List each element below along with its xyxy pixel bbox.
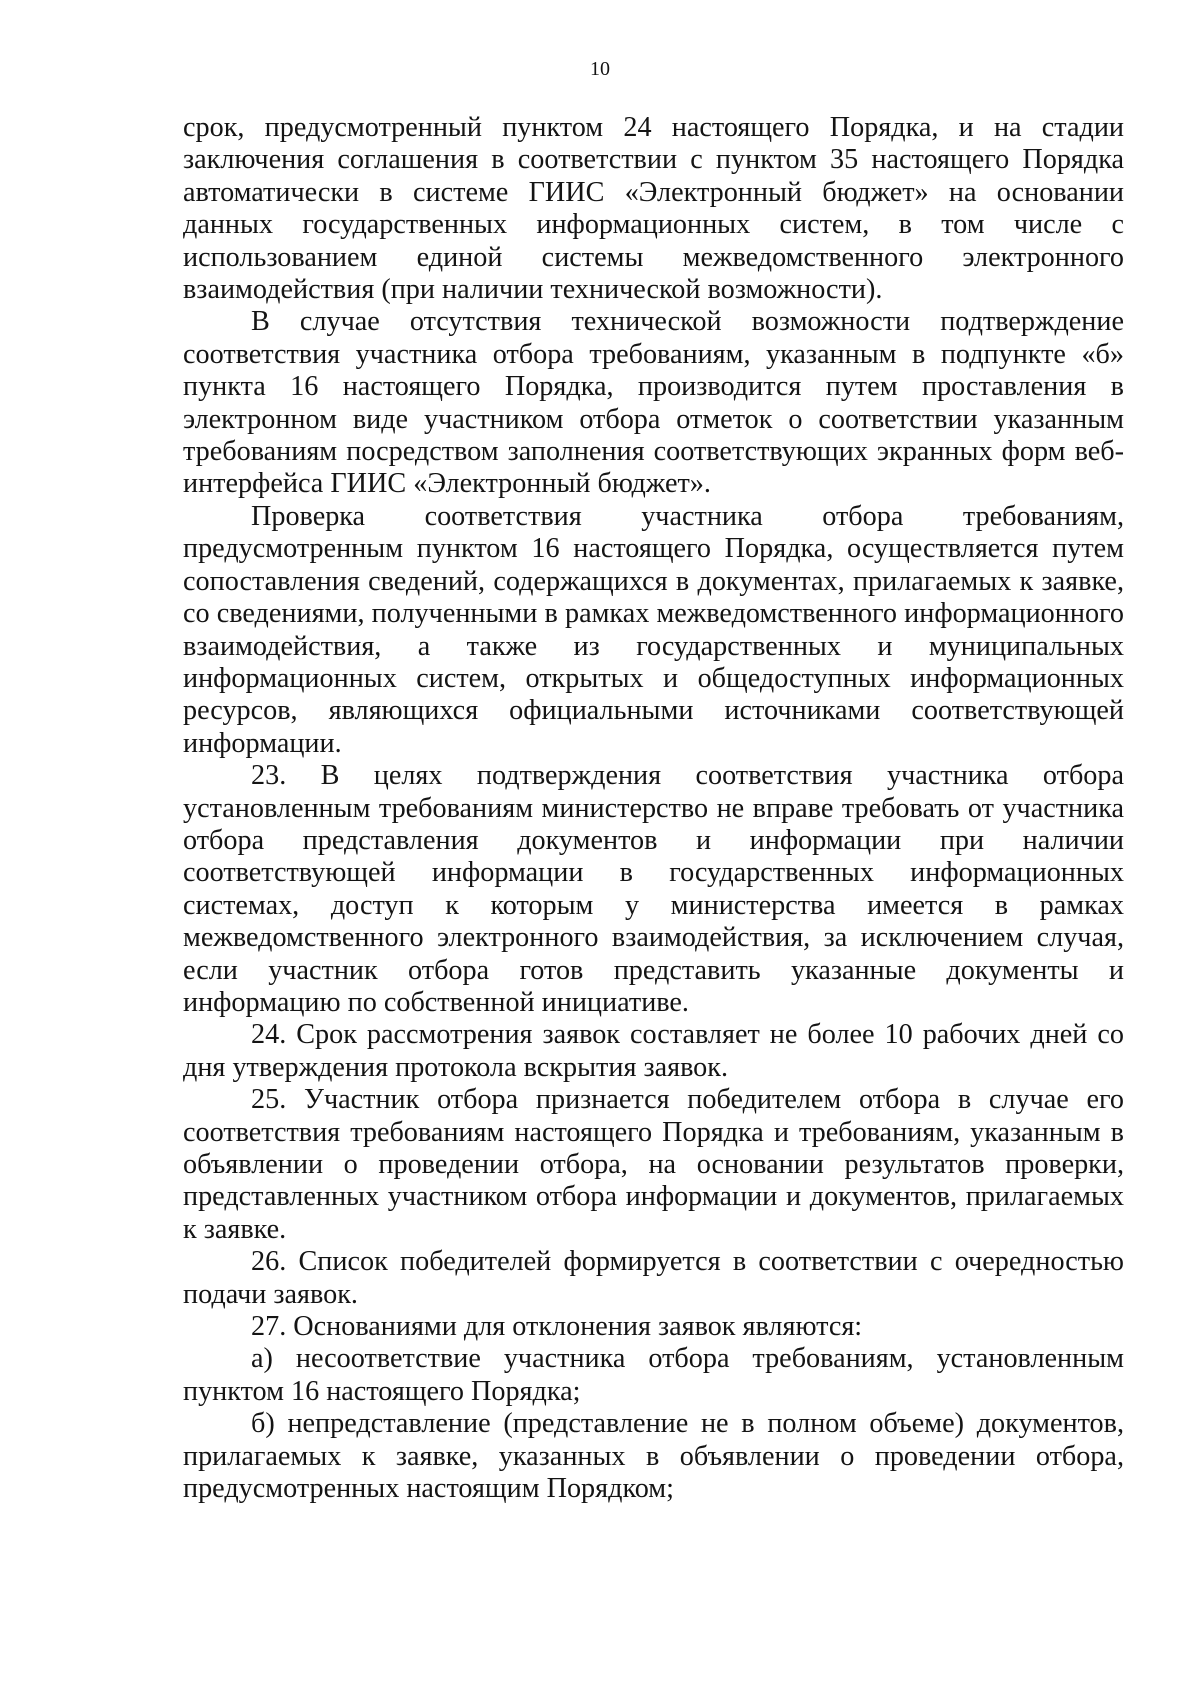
- paragraph-item-27a: а) несоответствие участника отбора требованиям, установленным пунктом 16 настоящего Порядка;: [183, 1343, 1124, 1407]
- page-number: 10: [590, 58, 610, 80]
- paragraph-item-25: 25. Участник отбора признается победителем отбора в случае его соответствия требованиям настоящего Порядка и требованиям, указанным в объявлении о проведении отбора, на основании результатов проверки, представленных участником отбора информации и документов, прилагаемых к заявке.: [183, 1084, 1124, 1245]
- paragraph-verification: Проверка соответствия участника отбора требованиям, предусмотренным пунктом 16 настоящего Порядка, осуществляется путем сопоставления сведений, содержащихся в документах, прилагаемых к заявке, со сведениями, полученными в рамках межведомственного информационного взаимодействия, а также из государственных и муниципальных информационных систем, открытых и общедоступных информационных ресурсов, являющихся официальными источниками соответствующей информации.: [183, 500, 1124, 759]
- paragraph-item-27b: б) непредставление (представление не в полном объеме) документов, прилагаемых к заявке, указанных в объявлении о проведении отбора, предусмотренных настоящим Порядком;: [183, 1408, 1124, 1505]
- paragraph-item-23: 23. В целях подтверждения соответствия участника отбора установленным требованиям министерство не вправе требовать от участника отбора представления документов и информации при наличии соответствующей информации в государственных информационных системах, доступ к которым у министерства имеется в рамках межведомственного электронного взаимодействия, за исключением случая, если участник отбора готов представить указанные документы и информацию по собственной инициативе.: [183, 760, 1124, 1018]
- paragraph-item-26: 26. Список победителей формируется в соответствии с очередностью подачи заявок.: [183, 1246, 1124, 1310]
- paragraph-no-technical-possibility: В случае отсутствия технической возможности подтверждение соответствия участника отбора требованиям, указанным в подпункте «б» пункта 16 настоящего Порядка, производится путем проставления в электронном виде участником отбора отметок о соответствии указанным требованиям посредством заполнения соответствующих экранных форм веб-интерфейса ГИИС «Электронный бюджет».: [183, 306, 1124, 500]
- paragraph-item-24: 24. Срок рассмотрения заявок составляет не более 10 рабочих дней со дня утверждения протокола вскрытия заявок.: [183, 1019, 1124, 1083]
- document-body: [183, 112, 1124, 1505]
- paragraph-item-27: 27. Основаниями для отклонения заявок являются:: [251, 1311, 863, 1343]
- paragraph-continuation: срок, предусмотренный пунктом 24 настоящего Порядка, и на стадии заключения соглашения в соответствии с пунктом 35 настоящего Порядка автоматически в системе ГИИС «Электронный бюджет» на основании данных государственных информационных систем, в том числе с использованием единой системы межведомственного электронного взаимодействия (при наличии технической возможности).: [183, 112, 1124, 306]
